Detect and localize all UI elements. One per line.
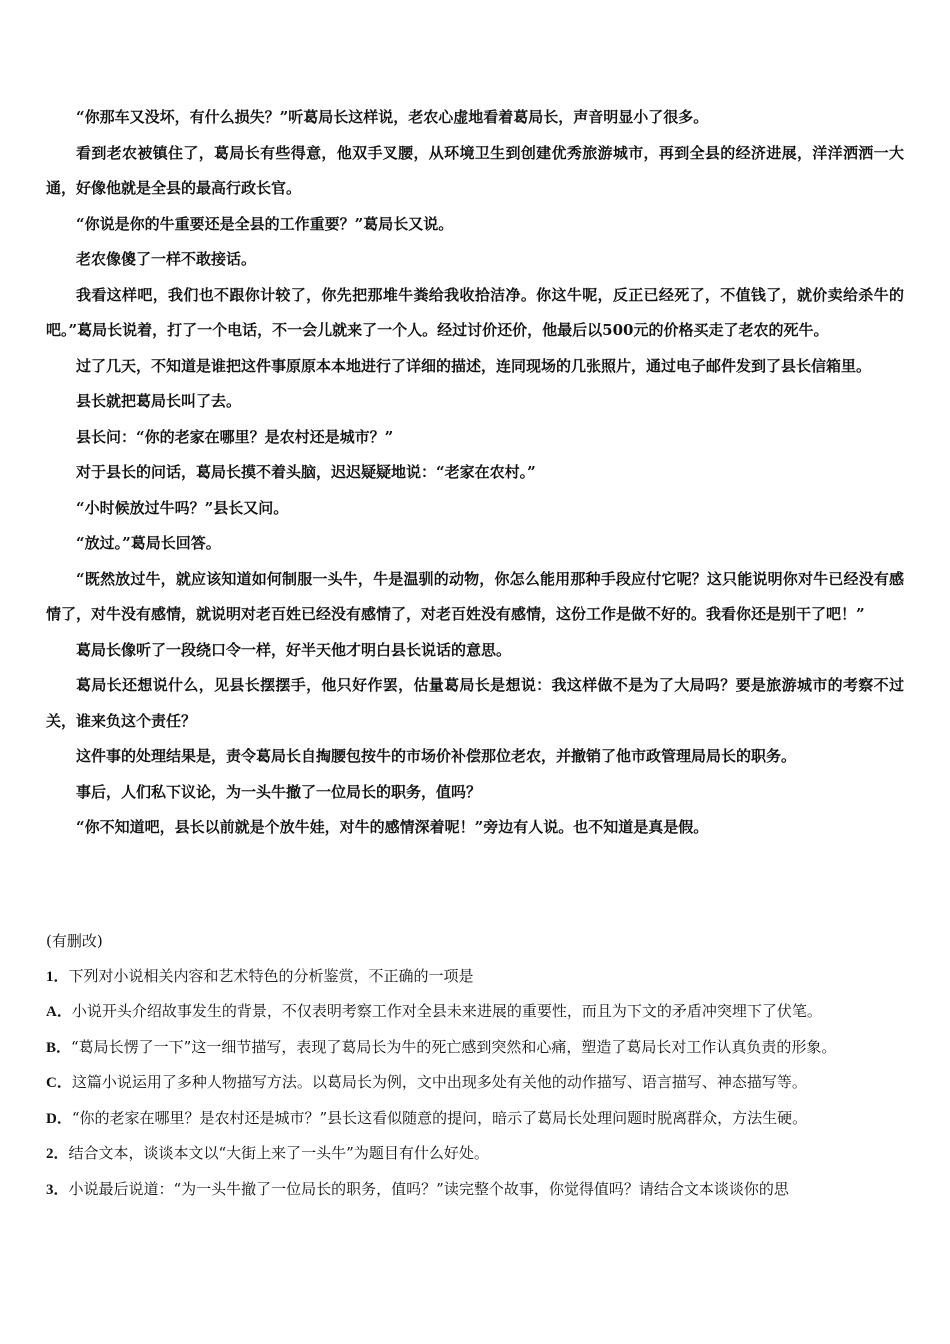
option-b <box>46 1030 906 1066</box>
story-paragraph: 葛局长还想说什么，见县长摆摆手，他只好作罢，估量葛局长是想说：我这样做不是为了大局吗？要是旅游城市的考察不过关，谁来负这个责任？ <box>46 676 904 730</box>
option-label: A． <box>46 1004 72 1020</box>
option-c <box>46 1065 906 1101</box>
story-paragraph: 老农像傻了一样不敢接话。 <box>76 250 257 268</box>
story-paragraph: “放过。”葛局长回答。 <box>76 534 221 552</box>
option-d <box>46 1101 906 1137</box>
question-text: 小说最后说道：“为一头牛撤了一位局长的职务，值吗？”读完整个故事，你觉得值吗？请结合文本谈谈你的思 <box>68 1179 789 1198</box>
edit-note: (有删改) <box>46 932 103 950</box>
option-text: “你的老家在哪里？是农村还是城市？”县长这看似随意的提问，暗示了葛局长处理问题时脱离群众，方法生硬。 <box>71 1108 808 1127</box>
question-number: 1． <box>46 968 69 985</box>
story-paragraph: “你不知道吧，县长以前就是个放牛娃，对牛的感情深着呢！”旁边有人说。也不知道是真是假。 <box>76 818 709 836</box>
question-3 <box>46 1172 906 1208</box>
option-text: “葛局长愣了一下”这一细节描写，表现了葛局长为牛的死亡感到突然和心痛，塑造了葛局长对工作认真负责的形象。 <box>71 1037 837 1056</box>
option-label: D． <box>46 1110 72 1127</box>
option-text: 小说开头介绍故事发生的背景，不仅表明考察工作对全县未来进展的重要性，而且为下文的矛盾冲突埋下了伏笔。 <box>71 1002 822 1020</box>
question-text: 结合文本，谈谈本文以“大街上来了一头牛”为题目有什么好处。 <box>68 1144 489 1162</box>
option-a <box>46 994 906 1030</box>
questions-section <box>46 924 906 1207</box>
story-paragraph: 县长就把葛局长叫了去。 <box>76 392 242 410</box>
story-paragraph: “小时候放过牛吗？”县长又问。 <box>76 498 289 517</box>
question-number: 2． <box>46 1146 69 1162</box>
option-label: B． <box>46 1039 72 1056</box>
story-paragraph: 县长问：“你的老家在哪里？是农村还是城市？” <box>76 427 394 446</box>
question-text: 下列对小说相关内容和艺术特色的分析鉴赏，不正确的一项是 <box>68 966 474 985</box>
story-paragraph: “你那车又没坏，有什么损失？”听葛局长这样说，老农心虚地看着葛局长，声音明显小了很多。 <box>76 108 709 126</box>
story-paragraph: “既然放过牛，就应该知道如何制服一头牛，牛是温驯的动物，你怎么能用那种手段应付它呢？这只能说明你对牛已经没有感情了，对牛没有感情，就说明对老百姓已经没有感情了，对老百姓没有感情，这份工作是做不好的。我看你还是别干了吧！” <box>46 569 904 623</box>
story-paragraph: 对于县长的问话，葛局长摸不着头脑，迟迟疑疑地说：“老家在农村。” <box>76 463 536 481</box>
story-paragraph: 事后，人们私下议论，为一头牛撤了一位局长的职务，值吗？ <box>76 782 482 801</box>
question-1 <box>46 959 906 995</box>
option-text: 这篇小说运用了多种人物描写方法。以葛局长为例，文中出现多处有关他的动作描写、语言描写、神态描写等。 <box>71 1073 807 1091</box>
story-paragraph: 葛局长像听了一段绕口令一样，好半天他才明白县长说话的意思。 <box>76 640 512 659</box>
story-paragraph: 这件事的处理结果是，责令葛局长自掏腰包按牛的市场价补偿那位老农，并撤销了他市政管理局局长的职务。 <box>76 747 797 765</box>
question-2 <box>46 1136 906 1172</box>
option-label: C． <box>46 1075 72 1091</box>
question-number: 3． <box>46 1181 69 1198</box>
story-paragraph: “你说是你的牛重要还是全县的工作重要？”葛局长又说。 <box>76 214 454 233</box>
story-paragraph: 过了几天，不知道是谁把这件事原原本本地进行了详细的描述，连同现场的几张照片，通过电子邮件发到了县长信箱里。 <box>76 356 872 375</box>
story-text <box>46 100 904 846</box>
story-paragraph: 看到老农被镇住了，葛局长有些得意，他双手叉腰，从环境卫生到创建优秀旅游城市，再到全县的经济进展，洋洋洒洒一大通，好像他就是全县的最高行政长官。 <box>46 143 904 197</box>
story-paragraph: 我看这样吧，我们也不跟你计较了，你先把那堆牛粪给我收拾洁净。你这牛呢，反正已经死了，不值钱了，就价卖给杀牛的吧。”葛局长说着，打了一个电话，不一会儿就来了一个人。经过讨价还价，他最后以500元的价格买走了老农的死牛。 <box>46 285 904 339</box>
